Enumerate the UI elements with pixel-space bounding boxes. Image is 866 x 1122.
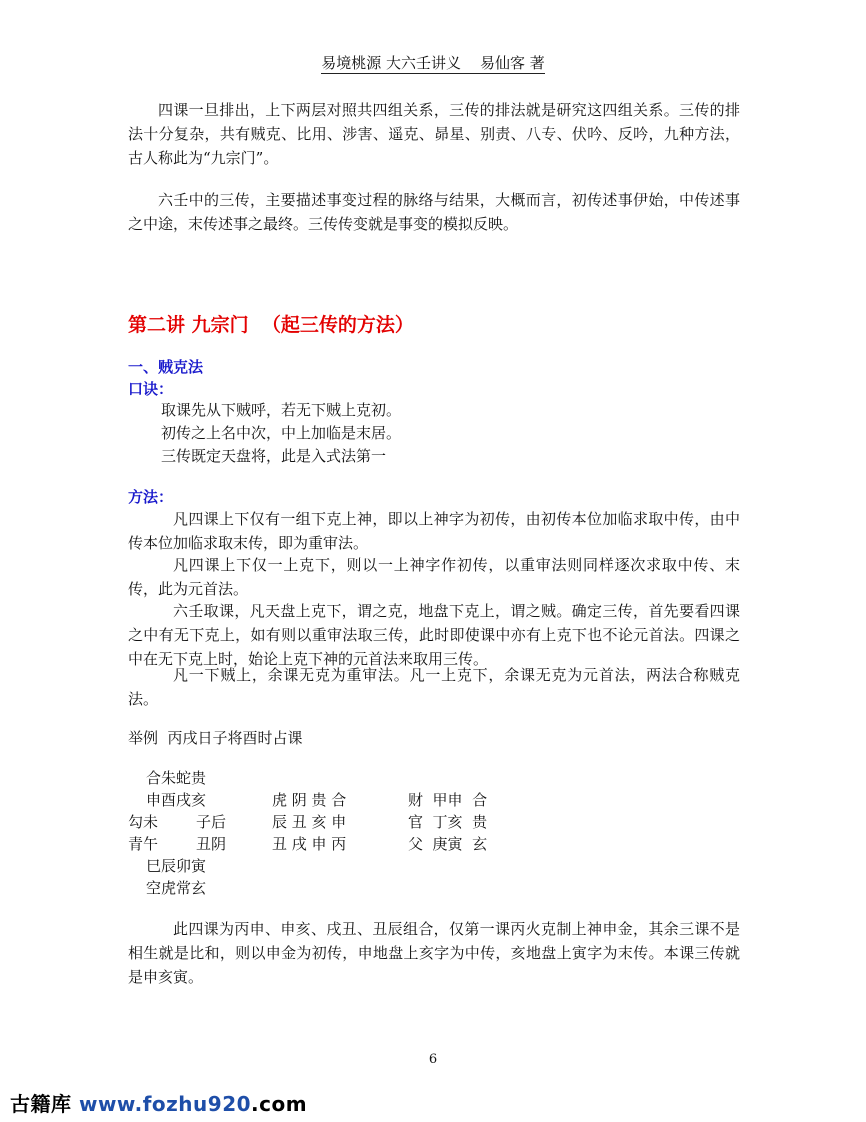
section-title: 一、贼克法 (128, 358, 204, 376)
sike-row-1: 虎 阴 贵 合 (272, 791, 347, 809)
chapter-title: 第二讲 九宗门 （起三传的方法） (128, 314, 414, 336)
board-right-row1-a: 子后 (196, 813, 227, 831)
method-paragraph-2: 凡四课上下仅一上克下，则以一上神字作初传，以重审法则同样逐次求取中传、末传，此为元首法。 (128, 556, 740, 598)
board-right-row2-a: 丑阴 (196, 835, 227, 853)
watermark-domain: www.fozhu920 (78, 1092, 252, 1116)
watermark-site-name: 古籍库 (10, 1092, 79, 1116)
method-paragraph-1: 凡四课上下仅有一组下克上神，即以上神字为初传，由初传本位加临求取中传，由中传本位加临求取末传，即为重审法。 (128, 510, 740, 552)
header-title: 易境桃源 大六壬讲义 易仙客 著 (321, 54, 545, 72)
example-title: 举例 丙戌日子将酉时占课 (128, 729, 303, 747)
board-left-row2-a: 青午 (128, 835, 159, 853)
verse-block (161, 399, 401, 468)
page-number: 6 (428, 1052, 438, 1067)
verse-line: 三传既定天盘将，此是入式法第一 (161, 447, 387, 465)
verse-line: 取课先从下贼呼，若无下贼上克初。 (161, 401, 402, 419)
board-bottom-branches: 巳辰卯寅 (146, 857, 207, 875)
koujue-label: 口诀： (128, 380, 174, 398)
sanchuan-row-1: 财 甲申 合 (408, 791, 488, 809)
sike-row-2: 辰 丑 亥 申 (272, 813, 347, 831)
board-left-row1-a: 勾未 (128, 813, 159, 831)
site-watermark[interactable] (10, 1088, 307, 1117)
sanchuan-row-3: 父 庚寅 玄 (408, 835, 488, 853)
board-bottom-generals: 空虎常玄 (146, 879, 207, 897)
intro-paragraph-1: 四课一旦排出，上下两层对照共四组关系，三传的排法就是研究这四组关系。三传的排法十分复杂，共有贼克、比用、涉害、遥克、昴星、别责、八专、伏吟、反吟，九种方法，古人称此为“九宗门”。 (128, 101, 740, 167)
conclusion-paragraph: 此四课为丙申、申亥、戌丑、丑辰组合，仅第一课丙火克制上神申金，其余三课不是相生就是比和，则以申金为初传，申地盘上亥字为中传，亥地盘上寅字为末传。本课三传就是申亥寅。 (128, 920, 740, 986)
fangfa-label: 方法： (128, 488, 174, 506)
board-top-branches: 申酉戌亥 (146, 791, 207, 809)
intro-paragraph-2: 六壬中的三传，主要描述事变过程的脉络与结果，大概而言，初传述事伊始，中传述事之中途，末传述事之最终。三传传变就是事变的模拟反映。 (128, 191, 740, 233)
sanchuan-row-2: 官 丁亥 贵 (408, 813, 488, 831)
board-top-generals: 合朱蛇贵 (146, 769, 207, 787)
running-header (0, 52, 866, 74)
verse-line: 初传之上名中次，中上加临是末居。 (161, 424, 402, 442)
method-paragraph-4: 凡一下贼上，余课无克为重审法。凡一上克下，余课无克为元首法，两法合称贼克法。 (128, 666, 740, 708)
watermark-tld: .com (251, 1092, 308, 1116)
method-paragraph-3: 六壬取课，凡天盘上克下，谓之克，地盘下克上，谓之贼。确定三传，首先要看四课之中有无下克上，如有则以重审法取三传，此时即使课中亦有上克下也不论元首法。四课之中在无下克上时，始论上克下神的元首法来取用三传。 (128, 602, 740, 668)
sike-row-3: 丑 戌 申 丙 (272, 835, 347, 853)
